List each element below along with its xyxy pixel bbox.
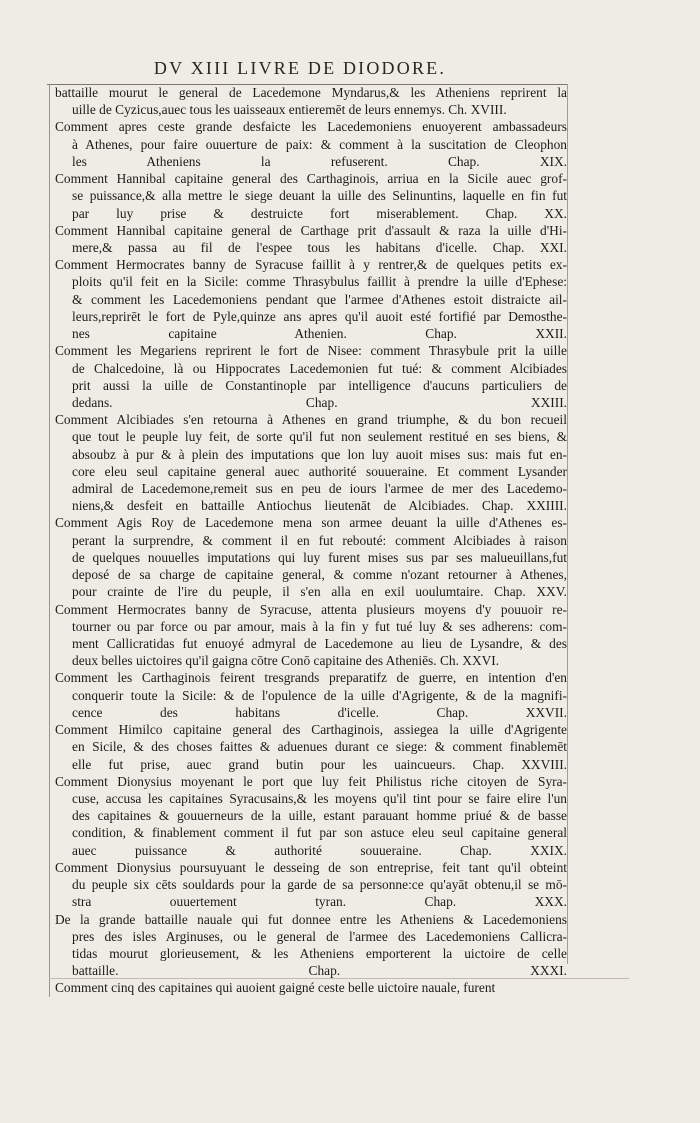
entry-line: pres des isles Arginuses, ou le general de l'armee des Lacedemoniens Callicra-	[72, 928, 567, 944]
entry-line: du peuple six cēts souldards pour la garde de sa personne:ce qu'ayāt obtenu,il se mō-	[72, 877, 567, 893]
entry-line: elle fut prise, auec grand butin pour les uaincueurs. Chap. XXVIII.	[72, 756, 567, 772]
entry-line: Comment Hannibal capitaine general de Carthage prit d'assault & raza la uille d'Hi-	[55, 222, 567, 238]
entry-line: Comment Agis Roy de Lacedemone mena son armee deuant la uille d'Athenes es-	[55, 515, 567, 531]
chapter-summary-entry	[49, 911, 567, 980]
chapter-summary-entry	[49, 170, 567, 222]
chapter-summary-entry	[49, 118, 567, 170]
entry-line: de quelques nouuelles imputations qui luy furent mises sus par ses malueuillans,fut	[72, 549, 567, 565]
entry-line: ploits qu'il feit en la Sicile: comme Thrasybulus faillit à prendre la uille d'Ephese:	[72, 274, 567, 290]
chapter-summary-entry	[49, 601, 567, 670]
chapter-summary-entry	[49, 859, 567, 911]
entry-line: se puissance,& alla mettre le siege deuant la uille des Selinuntins, laquelle en fin fut	[72, 188, 567, 204]
chapter-summary-entry	[49, 256, 567, 342]
entry-line: leurs,reprirēt le fort de Pyle,quinze ans apres qu'il auoit esté fortifié par Demosthe-	[72, 308, 567, 324]
entry-line: Comment Dionysius poursuyuant le desseing de son entreprise, feit tant qu'il obteint	[55, 859, 567, 875]
entry-line: Comment Himilco capitaine general des Carthaginois, assiegea la uille d'Agrigente	[55, 722, 567, 738]
entry-line: cuse, accusa les capitaines Syracusains,& les moyens qu'il tint pour se faire elire l'un	[72, 790, 567, 806]
chapter-summary-entry	[49, 84, 567, 118]
margin-rule	[567, 84, 568, 964]
entry-line: des capitaines & gouuerneurs de la uille, estant parauant homme priué & de basse	[72, 808, 567, 824]
running-title: DV XIII LIVRE DE DIODORE.	[153, 58, 447, 78]
entry-line: tidas mourut glorieusement, & les Atheniens emporterent la uictoire de celle	[72, 945, 567, 961]
entry-line: par luy prise & destruicte fort miserablement. Chap. XX.	[72, 205, 567, 221]
entry-line: Comment Dionysius moyenant le port que luy feit Philistus riche citoyen de Syra-	[55, 773, 567, 789]
entry-line: nes capitaine Athenien. Chap. XXII.	[72, 326, 567, 342]
entry-line: prit aussi la uille de Constantinople par intelligence d'aucuns particuliers de	[72, 377, 567, 393]
entry-line: les Atheniens la refuserent. Chap. XIX.	[72, 153, 567, 169]
entry-line: Comment Alcibiades s'en retourna à Athenes en grand triumphe, & du bon recueil	[55, 412, 567, 428]
entry-line: core eleu seul capitaine general auec authorité souueraine. Et comment Lysander	[72, 463, 567, 479]
entry-line: Comment Hannibal capitaine general des Carthaginois, arriua en la Sicile auec grof-	[55, 171, 567, 187]
chapter-summary-entry	[49, 979, 567, 996]
entry-line: pour crainte de l'ire du peuple, il s'en alla en exil uoulumtaire. Chap. XXV.	[72, 584, 567, 600]
entry-line: conquerir toute la Sicile: & de l'opulence de la uille d'Agrigente, & de la magnifi-	[72, 687, 567, 703]
entry-line: tourner ou par force ou par amour, mais à la fin y fut tué luy & ses adherens: com-	[72, 618, 567, 634]
entry-line: à Athenes, pour faire ouuerture de paix: & comment à la suscitation de Cleophon	[72, 136, 567, 152]
entry-line: niens,& desfeit en battaille Antiochus lieutenāt de Alcibiades. Chap. XXIIII.	[72, 498, 567, 514]
chapter-summary-entry	[49, 342, 567, 411]
entry-line: deux belles uictoires qu'il gaigna cōtre Conō capitaine des Atheniēs. Ch. XXVI.	[72, 653, 500, 669]
entry-line: auec puissance & authorité souueraine. Chap. XXIX.	[72, 842, 567, 858]
chapter-summary-entry	[49, 411, 567, 514]
entry-line: que tout le peuple luy feit, de sorte qu'il fut non seulement restitué en ses biens, &	[72, 429, 567, 445]
entry-line: De la grande battaille nauale qui fut donnee entre les Atheniens & Lacedemoniens	[55, 911, 567, 927]
chapter-summary-entry	[49, 222, 567, 256]
entry-line: absoubz à pur & à plein des imputations que lon luy auoit mises sus: mais fut en-	[72, 446, 567, 462]
entry-line: cence des habitans d'icelle. Chap. XXVII.	[72, 704, 567, 720]
entry-line: Comment Hermocrates banny de Syracuse, attenta plusieurs moyens d'y pouuoir re-	[55, 601, 567, 617]
entry-line: condition, & finablement comment il fut par son astuce eleu seul capitaine general	[72, 825, 567, 841]
entry-line: perant la surprendre, & comment il en fut rebouté: comment Alcibiades à raison	[72, 532, 567, 548]
entry-line: Comment Hermocrates banny de Syracuse faillit à y rentrer,& de quelques petits ex-	[55, 257, 567, 273]
entry-line: en Sicile, & des choses faittes & aduenues durant ce siege: & comment finablemēt	[72, 739, 567, 755]
entry-line: Comment cinq des capitaines qui auoient gaigné ceste belle uictoire nauale, furent	[55, 980, 496, 996]
chapter-summary-entry	[49, 514, 567, 600]
entry-line: Comment les Megariens reprirent le fort de Nisee: comment Thrasybule prit la uille	[55, 343, 567, 359]
entry-line: stra ouuertement tyran. Chap. XXX.	[72, 894, 567, 910]
entry-line: battaille mourut le general de Lacedemone Myndarus,& les Atheniens reprirent la	[55, 85, 567, 100]
entry-line: mere,& passa au fil de l'espee tous les habitans d'icelle. Chap. XXI.	[72, 239, 567, 255]
chapter-summary-entry	[49, 669, 567, 721]
entry-line: admiral de Lacedemone,remeit sus en peu de iours l'armee de mer des Lacedemo-	[72, 481, 567, 497]
chapter-summary-entry	[49, 721, 567, 773]
entry-line: dedans. Chap. XXIII.	[72, 394, 567, 410]
entry-line: Comment les Carthaginois feirent tresgrands preparatifz de guerre, en intention d'en	[55, 670, 567, 686]
entry-line: Comment apres ceste grande desfaicte les Lacedemoniens enuoyerent ambassadeurs	[55, 119, 567, 135]
entry-line: battaille. Chap. XXXI.	[72, 963, 567, 979]
entry-line: de Chalcedoine, là ou Hippocrates Lacedemonien fut tué: & comment Alcibiades	[72, 360, 567, 376]
entry-line: ment Callicratidas fut enuoyé admyral de Lacedemone au lieu de Lysandre, & des	[72, 636, 567, 651]
entry-line: & comment les Lacedemoniens pendant que l'armee d'Athenes estoit distraicte ail-	[72, 291, 567, 307]
footer-rule	[49, 978, 629, 979]
chapter-summary-entry	[49, 773, 567, 859]
entry-line: uille de Cyzicus,auec tous les uaisseaux entieremēt de leurs ennemys. Ch. XVIII.	[72, 102, 507, 118]
entry-line: deposé de sa charge de capitaine general, & comme n'ozant retourner à Athenes,	[72, 567, 567, 583]
chapter-summary-list	[49, 84, 567, 997]
